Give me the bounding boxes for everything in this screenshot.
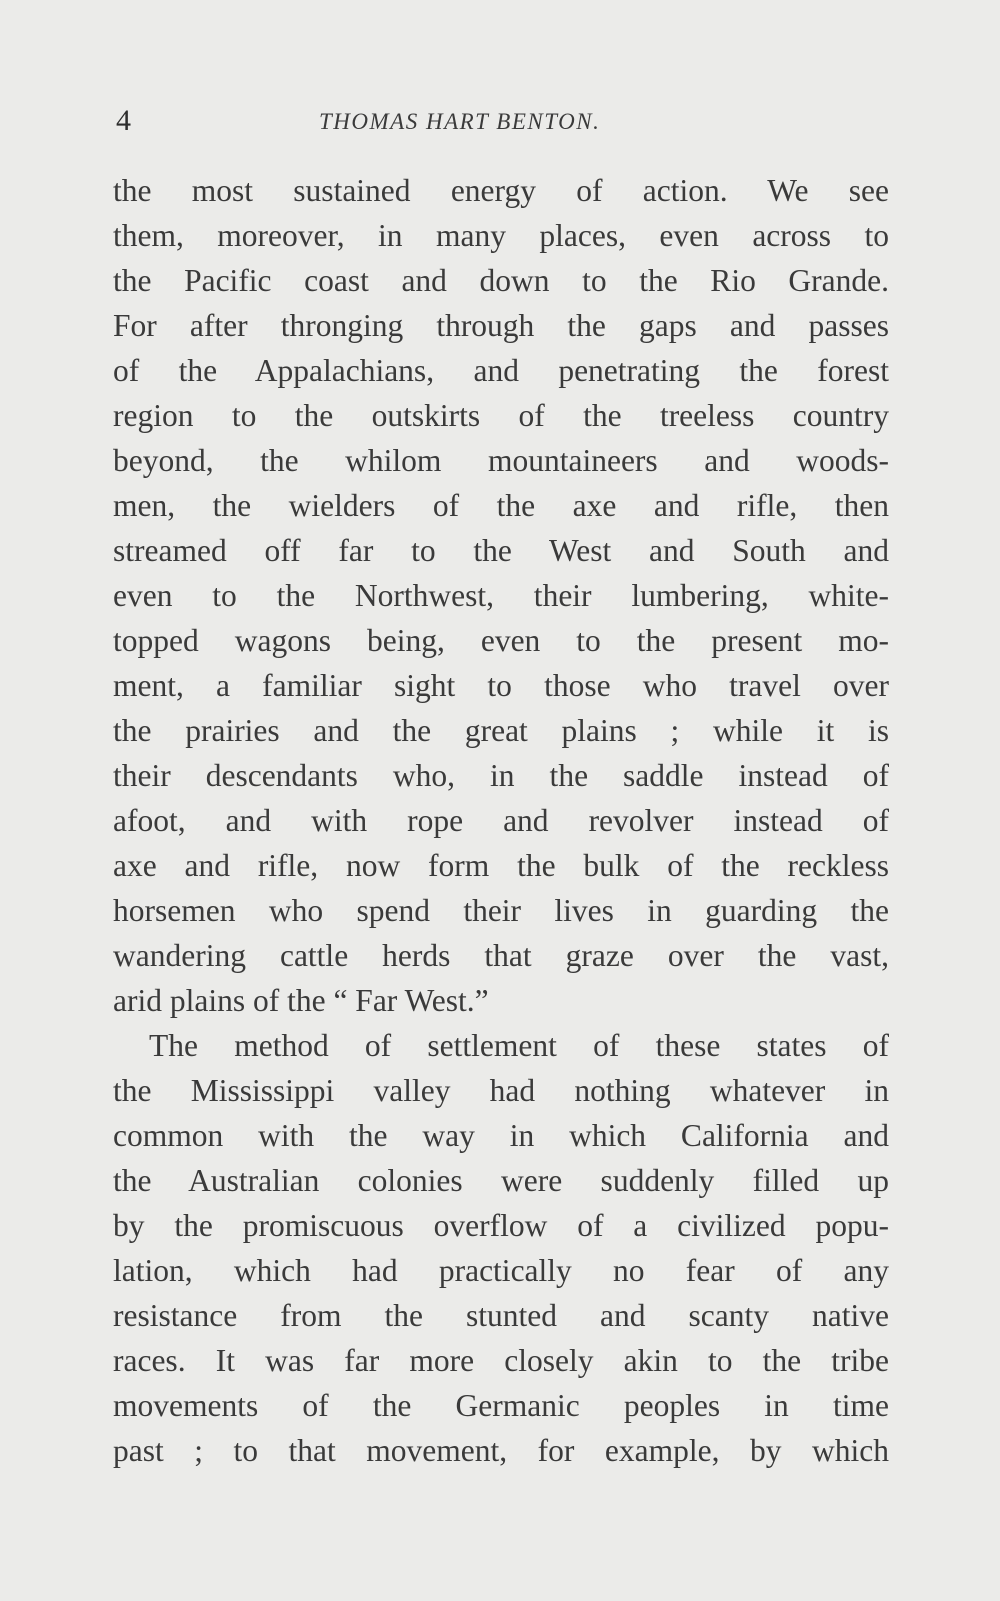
running-head: THOMAS HART BENTON. [319, 109, 601, 134]
text-line: by the promiscuous overflow of a civilized popu- [113, 1208, 889, 1243]
text-line: men, the wielders of the axe and rifle, then [113, 488, 889, 523]
text-line: even to the Northwest, their lumbering, white- [113, 578, 889, 613]
text-line: races. It was far more closely akin to the tribe [113, 1343, 889, 1378]
text-line: resistance from the stunted and scanty native [113, 1298, 889, 1333]
text-line: ment, a familiar sight to those who travel over [113, 668, 889, 703]
text-line: topped wagons being, even to the present mo- [113, 623, 889, 658]
text-line: lation, which had practically no fear of any [113, 1253, 889, 1288]
text-line: the Mississippi valley had nothing whatever in [113, 1073, 889, 1108]
text-line: the prairies and the great plains ; while it is [113, 713, 889, 748]
text-line: streamed off far to the West and South and [113, 533, 889, 568]
text-line: horsemen who spend their lives in guarding the [113, 893, 889, 928]
text-line: of the Appalachians, and penetrating the forest [113, 353, 889, 388]
text-line: their descendants who, in the saddle instead of [113, 758, 889, 793]
paragraph-start-line: The method of settlement of these states of [149, 1028, 889, 1063]
page-header [116, 104, 886, 144]
text-line: wandering cattle herds that graze over the vast, [113, 938, 889, 973]
text-line: movements of the Germanic peoples in time [113, 1388, 889, 1423]
body-text [113, 168, 889, 1473]
text-line: region to the outskirts of the treeless country [113, 398, 889, 433]
text-line: past ; to that movement, for example, by which [113, 1433, 889, 1468]
text-line: the Australian colonies were suddenly filled up [113, 1163, 889, 1198]
page-number: 4 [116, 104, 131, 137]
text-line: them, moreover, in many places, even across to [113, 218, 889, 253]
text-line: beyond, the whilom mountaineers and woods- [113, 443, 889, 478]
text-line: axe and rifle, now form the bulk of the reckless [113, 848, 889, 883]
text-line: the most sustained energy of action. We see [113, 173, 889, 208]
text-line: common with the way in which California and [113, 1118, 889, 1153]
text-line: afoot, and with rope and revolver instead of [113, 803, 889, 838]
text-line: For after thronging through the gaps and passes [113, 308, 889, 343]
paragraph-end-line: arid plains of the “ Far West.” [113, 983, 489, 1018]
text-line: the Pacific coast and down to the Rio Grande. [113, 263, 889, 298]
